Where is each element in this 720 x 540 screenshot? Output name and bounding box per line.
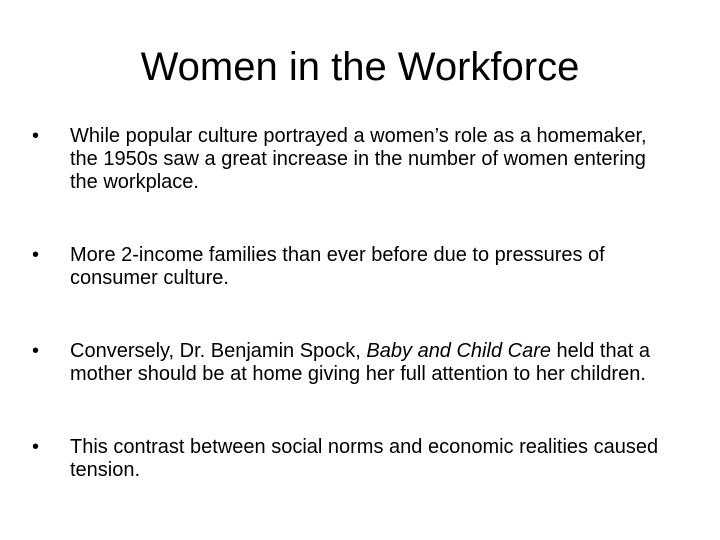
bullet-icon: • <box>32 125 40 147</box>
bullet-icon: • <box>32 244 40 266</box>
bullet-list <box>32 125 672 532</box>
bullet-text: This contrast between social norms and economic realities caused tension. <box>70 436 659 481</box>
bullet-text: More 2-income families than ever before due to pressures of consumer culture. <box>70 244 605 289</box>
slide-title: Women in the Workforce <box>140 45 580 89</box>
bullet-icon: • <box>32 436 40 458</box>
bullet-item <box>32 436 672 482</box>
bullet-text-suffix: held that a mother should be at home giving her full attention to her children. <box>70 340 650 385</box>
bullet-item <box>32 125 672 194</box>
bullet-text: While popular culture portrayed a women’s role as a homemaker, the 1950s saw a great increase in the number of women entering the workplace. <box>70 125 647 193</box>
bullet-text-prefix: Conversely, Dr. Benjamin Spock, <box>70 340 367 362</box>
bullet-icon: • <box>32 340 40 362</box>
bullet-item <box>32 244 672 290</box>
bullet-text <box>70 340 650 385</box>
book-title: Baby and Child Care <box>366 340 551 362</box>
bullet-item <box>32 340 672 386</box>
